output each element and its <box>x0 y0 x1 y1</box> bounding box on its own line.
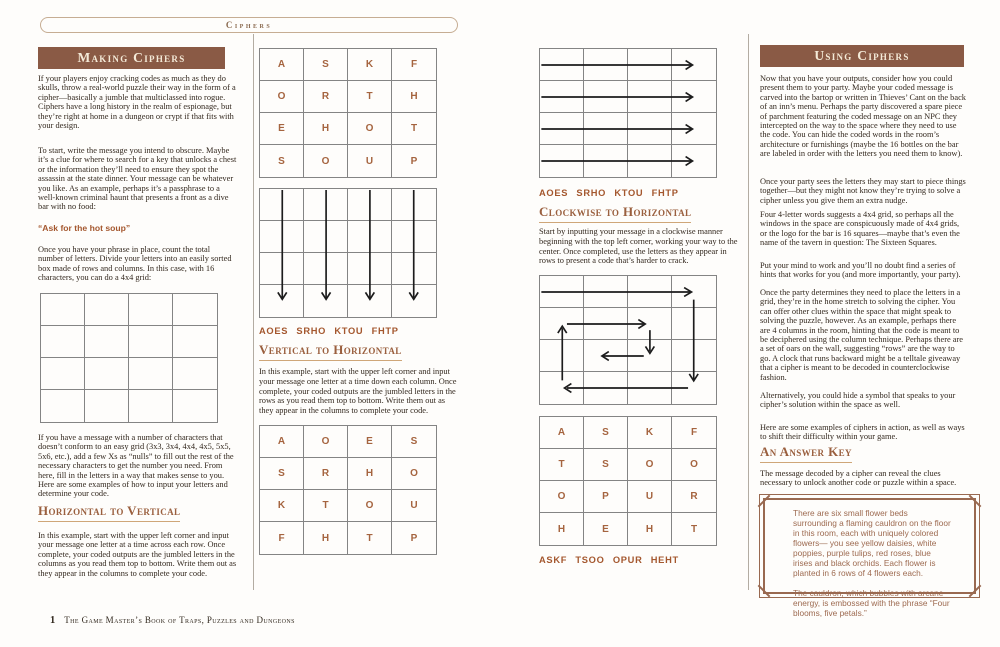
grid-cell-letter: F <box>392 49 436 81</box>
grid-cell-letter: E <box>348 426 392 458</box>
grid-cell-letter: R <box>672 481 716 513</box>
grid-cell-letter: S <box>260 458 304 490</box>
grid-cell-letter: O <box>304 145 348 177</box>
grid-cell-letter: H <box>628 513 672 545</box>
page-header-label: Ciphers <box>225 20 273 30</box>
grid-cell-letter: P <box>410 532 418 544</box>
answer-key-box-paragraph-2: The cauldron, which bubbles with arcane energy, is embossed with the phrase “Four blooms, five petals.” <box>793 588 950 618</box>
grid-cell-letter: K <box>628 417 672 449</box>
grid-cell-letter: O <box>628 449 672 481</box>
grid-cell-empty <box>584 81 628 113</box>
grid-cell-empty <box>540 145 584 177</box>
grid-cell-letter: U <box>392 490 436 522</box>
grid-cell-letter: A <box>260 49 304 81</box>
grid-cell-letter: S <box>304 49 348 81</box>
column-divider-left <box>253 34 254 590</box>
grid-cell-letter: O <box>348 113 392 145</box>
grid-cell-empty <box>304 189 348 221</box>
grid-cell-empty <box>260 221 304 253</box>
using-ciphers-paragraph-6: Alternatively, you could hide a symbol that speaks to your cipher’s solution within the space as well. <box>760 391 956 410</box>
grid-cell-empty <box>628 276 672 308</box>
grid-cell-letter: T <box>304 490 348 522</box>
grid-cell-letter: O <box>260 81 304 113</box>
grid-cell-empty <box>584 340 628 372</box>
grid-cell-letter: A <box>260 426 304 458</box>
grid-cell-letter: S <box>584 417 628 449</box>
vertical-to-horizontal-paragraph: In this example, start with the upper left corner and input your message one letter at a time down each column. Once complete, your coded outputs are the jumbled letters in the rows as you read them top to bottom. Write them out as they appear in the columns to complete your code. <box>259 367 457 416</box>
grid-cell-empty <box>41 326 85 358</box>
down-arrows-grid <box>259 188 437 318</box>
grid-cell-empty <box>672 145 716 177</box>
grid-cell-letter: O <box>540 481 584 513</box>
heading-horizontal-to-vertical: Horizontal to Vertical <box>38 503 180 522</box>
grid-cell-letter: O <box>392 458 436 490</box>
making-ciphers-paragraph-4: If you have a message with a number of characters that doesn’t conform to an easy grid (3x3, 3x4, 4x4, 4x5, 5x5, 5x6, etc.), add a few Xs as “nulls” to fill out the rest of the necessary characters to get the number you need. From here, fill in the letters in a way that makes sense to you. Here are some examples of how to input your letters and determine your code. <box>38 433 234 499</box>
grid-cell-empty <box>392 189 436 221</box>
making-ciphers-paragraph-2: To start, write the message you intend to obscure. Maybe it’s a clue for where to search for a key that unlocks a chest or the information they’ll need to ensure they spot the assassin at the state dinner. Your message can be whatever you like. As an example, perhaps it’s a passphrase to a well-known criminal haunt that presents a front as a dive bar with no food: <box>38 146 237 212</box>
grid-cell-empty <box>540 276 584 308</box>
grid-cell-empty <box>85 326 129 358</box>
using-ciphers-paragraph-4: Put your mind to work and you’ll no doubt find a series of hints that works for you (and more importantly, your party). <box>760 261 961 280</box>
input-letter-grid-row-major <box>259 48 437 178</box>
grid-cell-empty <box>584 372 628 404</box>
grid-cell-letter: A <box>540 417 584 449</box>
grid-cell-empty <box>672 113 716 145</box>
grid-cell-letter: H <box>348 458 392 490</box>
grid-cell-empty <box>540 81 584 113</box>
using-ciphers-paragraph-2: Once your party sees the letters they may start to piece things together—but they might not know they’re trying to solve a cipher unless you give them an extra nudge. <box>760 177 966 205</box>
grid-cell-empty <box>672 340 716 372</box>
empty-4x4-grid <box>40 293 218 423</box>
grid-cell-empty <box>628 308 672 340</box>
grid-cell-empty <box>672 308 716 340</box>
answer-key-box-text <box>793 508 951 618</box>
making-ciphers-paragraph-1: If your players enjoy cracking codes as much as they do skulls, throw a real-world puzzle their way in the form of a cipher—basically a jumble that multiclassed into rogue. Ciphers have a long history in the realm of espionage, but they’re right at home in a dungeon or crypt if that fits with your design. <box>38 74 236 131</box>
section-banner-making-ciphers: Making Ciphers <box>38 47 225 69</box>
grid-cell-empty <box>85 294 129 326</box>
grid-cell-empty <box>540 372 584 404</box>
clockwise-to-horizontal-paragraph: Start by inputting your message in a clockwise manner beginning with the top left corner, working your way to the center. Once completed, use the letters as they appear in rows to present a code that’s harder to crack. <box>539 227 738 266</box>
grid-cell-letter: F <box>260 522 304 554</box>
grid-cell-letter: H <box>304 113 348 145</box>
grid-cell-letter: K <box>348 49 392 81</box>
grid-cell-empty <box>41 358 85 390</box>
grid-cell-empty <box>672 49 716 81</box>
grid-cell-empty <box>173 326 217 358</box>
grid-cell-letter: T <box>348 522 392 554</box>
answer-key-callout-box <box>759 494 980 618</box>
grid-cell-letter: T <box>348 81 392 113</box>
answer-key-box-paragraph-1: There are six small flower beds surrounding a flaming cauldron on the floor in this room, each with uniquely colored flowers— you see yellow daisies, white poppies, purple tulips, red roses, blue irises and black orchids. Each flower is planted in 6 rows of 4 flowers each. <box>793 508 951 578</box>
grid-cell-empty <box>392 221 436 253</box>
grid-cell-letter: P <box>584 481 628 513</box>
clockwise-output-letter-grid <box>539 416 717 546</box>
using-ciphers-paragraph-1: Now that you have your outputs, consider how you could present them to your party. Maybe your coded message is carved into the bartop or written in Thieves’ Cant on the back of an inn’s menu. Perhaps the party discovered a spare piece of parchment featuring the coded message on an NPC they intercepted on the way to the space where they need to use the code. You can hide the coded words in the room’s architecture or furnishings (maybe the 16 bottles on the bar are labeled in order with the letters you need them to know). <box>760 74 966 159</box>
grid-cell-letter: K <box>260 490 304 522</box>
grid-cell-empty <box>304 221 348 253</box>
grid-cell-empty <box>672 276 716 308</box>
grid-cell-empty <box>672 372 716 404</box>
grid-cell-letter: P <box>410 155 418 167</box>
grid-cell-empty <box>304 285 348 317</box>
grid-cell-letter: H <box>540 513 584 545</box>
section-banner-using-ciphers: Using Ciphers <box>760 45 964 67</box>
grid-cell-letter: O <box>304 426 348 458</box>
grid-cell-letter: S <box>392 426 436 458</box>
grid-cell-empty <box>41 390 85 422</box>
grid-cell-empty <box>173 358 217 390</box>
grid-cell-letter: H <box>392 81 436 113</box>
grid-cell-empty <box>129 358 173 390</box>
grid-cell-letter: R <box>304 458 348 490</box>
grid-cell-empty <box>392 285 436 317</box>
heading-vertical-to-horizontal: Vertical to Horizontal <box>259 342 402 361</box>
grid-cell-letter: S <box>260 145 304 177</box>
grid-cell-empty <box>392 253 436 285</box>
vertical-output-letter-grid <box>259 425 437 555</box>
grid-cell-empty <box>348 189 392 221</box>
grid-cell-letter: E <box>584 513 628 545</box>
grid-cell-empty <box>540 49 584 81</box>
grid-cell-letter: H <box>304 522 348 554</box>
grid-cell-letter: E <box>260 113 304 145</box>
grid-cell-letter: U <box>348 145 392 177</box>
heading-an-answer-key: An Answer Key <box>760 444 852 463</box>
answer-key-paragraph: The message decoded by a cipher can reveal the clues necessary to unlock another code or puzzle within a space. <box>760 469 957 488</box>
grid-cell-empty <box>628 81 672 113</box>
grid-cell-letter: R <box>304 81 348 113</box>
grid-cell-empty <box>628 372 672 404</box>
grid-cell-empty <box>348 285 392 317</box>
page-number: 1 <box>50 615 56 626</box>
grid-cell-letter: O <box>348 490 392 522</box>
book-title: The Game Master’s Book of Traps, Puzzles and Dungeons <box>64 615 295 625</box>
right-arrows-grid <box>539 48 717 178</box>
grid-cell-empty <box>260 285 304 317</box>
grid-cell-letter: U <box>628 481 672 513</box>
grid-cell-empty <box>672 81 716 113</box>
code-output-vertical-read: AOES SRHO KTOU FHTP <box>259 326 399 336</box>
making-ciphers-paragraph-3: Once you have your phrase in place, count the total number of letters. Divide your letters into an easily sorted box made of rows and columns. In this case, with 16 characters, you can do a 4x4 grid: <box>38 245 232 283</box>
grid-cell-empty <box>348 253 392 285</box>
code-output-clockwise-read: ASKF TSOO OPUR HEHT <box>539 555 679 565</box>
column-divider-right <box>748 34 749 590</box>
code-output-vertical-read-2: AOES SRHO KTOU FHTP <box>539 188 679 198</box>
grid-cell-empty <box>584 276 628 308</box>
grid-cell-empty <box>628 340 672 372</box>
horizontal-to-vertical-paragraph: In this example, start with the upper left corner and input your message one letter at a time across each row. Once complete, your coded outputs are the jumbled letters in the columns as you read them top to bottom. Write them out as they appear in the columns to complete your code. <box>38 531 237 578</box>
clockwise-spiral-grid <box>539 275 717 405</box>
grid-cell-empty <box>628 113 672 145</box>
using-ciphers-paragraph-7: Here are some examples of ciphers in action, as well as ways to shift their difficulty within your game. <box>760 423 965 442</box>
grid-cell-empty <box>85 390 129 422</box>
grid-cell-empty <box>41 294 85 326</box>
grid-cell-empty <box>540 113 584 145</box>
grid-cell-empty <box>584 145 628 177</box>
grid-cell-letter: T <box>540 449 584 481</box>
grid-cell-empty <box>129 390 173 422</box>
grid-cell-empty <box>540 308 584 340</box>
grid-cell-empty <box>173 294 217 326</box>
heading-clockwise-to-horizontal: Clockwise to Horizontal <box>539 204 691 223</box>
using-ciphers-paragraph-3: Four 4-letter words suggests a 4x4 grid, so perhaps all the windows in the space are conspicuously made of 4x4 grids, or the logo for the bar is 16 squares—maybe that’s even the name of the tavern in question: The Sixteen Squares. <box>760 210 960 248</box>
grid-cell-empty <box>129 294 173 326</box>
grid-cell-empty <box>540 340 584 372</box>
grid-cell-letter: F <box>672 417 716 449</box>
grid-cell-empty <box>173 390 217 422</box>
page-header-tab <box>40 17 458 33</box>
grid-cell-letter: O <box>672 449 716 481</box>
grid-cell-empty <box>628 49 672 81</box>
grid-cell-empty <box>584 113 628 145</box>
grid-cell-empty <box>304 253 348 285</box>
grid-cell-empty <box>260 189 304 221</box>
page-footer <box>50 615 295 626</box>
grid-cell-empty <box>584 49 628 81</box>
grid-cell-empty <box>129 326 173 358</box>
grid-cell-empty <box>628 145 672 177</box>
grid-cell-empty <box>85 358 129 390</box>
grid-cell-empty <box>348 221 392 253</box>
grid-cell-letter: S <box>584 449 628 481</box>
grid-cell-letter: T <box>690 523 698 535</box>
grid-cell-empty <box>584 308 628 340</box>
passphrase-example: “Ask for the hot soup” <box>38 223 131 233</box>
grid-cell-empty <box>260 253 304 285</box>
using-ciphers-paragraph-5: Once the party determines they need to place the letters in a grid, they’re in the home stretch to solving the cipher. You can offer other clues within the space that might speak to solving the puzzle, however. As an example, perhaps there are 4 columns in the room, hinting that the code is meant to be deciphered using the column technique. Perhaps there are a set of oars on the wall, suggesting “rows” are the way to go. A clock that runs backward might be a telltale giveaway that a cipher is meant to be decoded in counterclockwise fashion. <box>760 288 964 382</box>
grid-cell-letter: T <box>392 113 436 145</box>
